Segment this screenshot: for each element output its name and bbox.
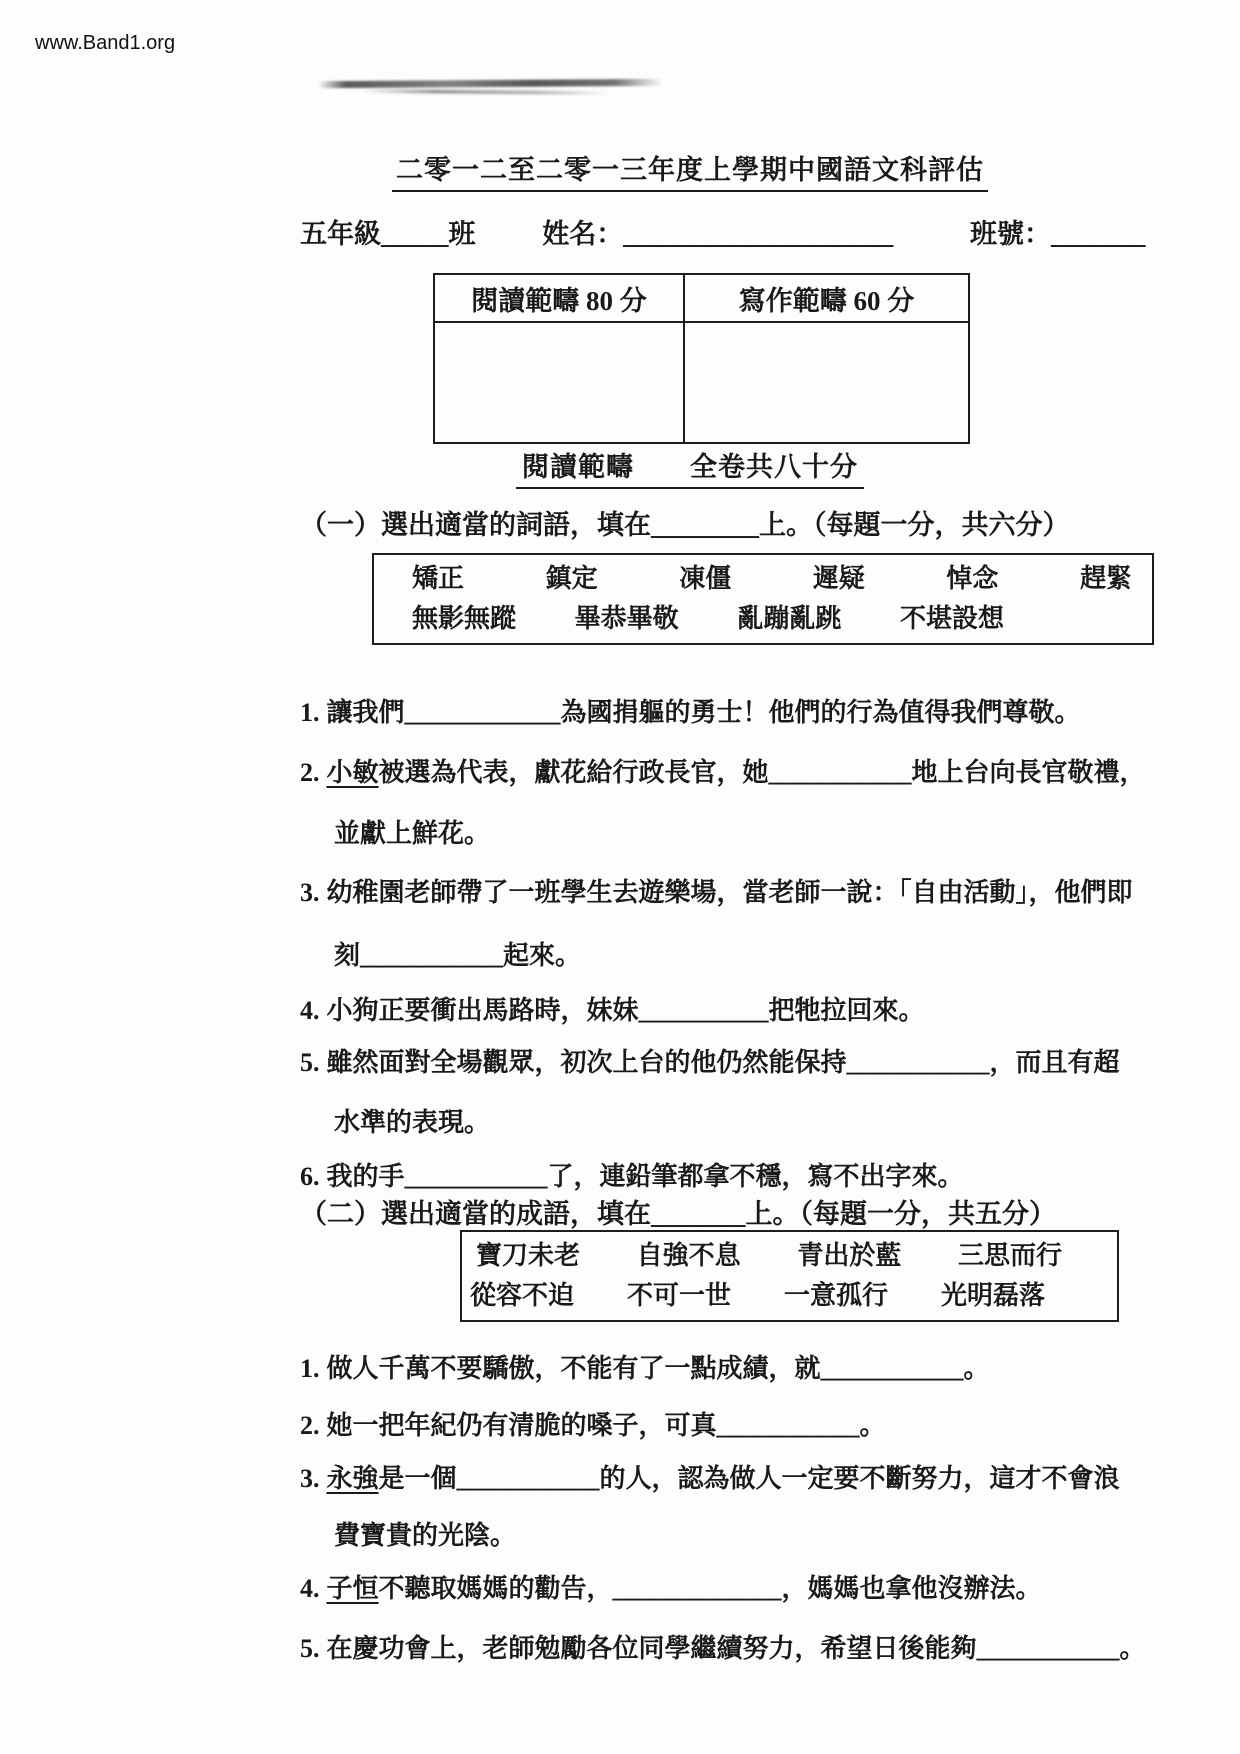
word-bank-item: 趕緊 — [1079, 564, 1132, 593]
class-no-label: 班號： — [970, 219, 1051, 249]
section2-word-bank — [460, 1230, 1119, 1322]
question — [300, 692, 1081, 729]
question-number: 3. — [300, 878, 320, 907]
word-bank-item: 遲疑 — [812, 564, 865, 593]
question — [300, 1156, 964, 1193]
name-blank: ____________________ — [623, 219, 894, 249]
question-text: 雖然面對全場觀眾，初次上台的他仍然能保持___________，而且有超 — [326, 1048, 1120, 1077]
scan-artifact-secondary — [360, 89, 610, 95]
question — [300, 990, 925, 1027]
question-text: 幼稚園老師帶了一班學生去遊樂場，當老師一說：「自由活動」，他們即 — [326, 878, 1133, 907]
score-table-reading-column — [435, 275, 685, 442]
underlined-name: 子恒 — [326, 1574, 379, 1603]
question-text: 被選為代表，獻花給行政長官，她___________地上台向長官敬禮， — [378, 758, 1146, 787]
class-suffix-label: 班 — [448, 219, 476, 249]
question — [300, 1405, 886, 1442]
question-continuation: 水準的表現。 — [334, 1108, 491, 1137]
question-number: 4. — [300, 1574, 320, 1603]
question-number: 2. — [300, 1411, 320, 1440]
section1-heading: （一）選出適當的詞語，填在________上。（每題一分，共六分） — [300, 510, 1070, 540]
question — [300, 1348, 990, 1385]
question-number: 4. — [300, 996, 320, 1025]
word-bank-item: 自強不息 — [636, 1241, 741, 1270]
question — [300, 1042, 1120, 1079]
scan-artifact — [318, 79, 663, 88]
question-number: 1. — [300, 698, 320, 727]
score-table-writing-column — [685, 275, 968, 442]
question — [300, 1628, 1146, 1665]
question-text: 讓我們____________為國捐軀的勇士！他們的行為值得我們尊敬。 — [326, 698, 1081, 727]
name-label: 姓名： — [542, 219, 624, 249]
section2-heading: （二）選出適當的成語，填在_______上。（每題一分，共五分） — [300, 1199, 1056, 1229]
writing-score-cell — [685, 323, 968, 442]
reading-score-cell — [435, 323, 683, 442]
word-bank-item: 悼念 — [946, 564, 999, 593]
banner-container — [300, 445, 1080, 489]
question-text: 在慶功會上，老師勉勵各位同學繼續努力，希望日後能夠___________。 — [326, 1634, 1146, 1663]
student-info-line — [300, 212, 1146, 251]
question-continuation: 並獻上鮮花。 — [334, 819, 491, 848]
writing-score-header: 寫作範疇 60 分 — [685, 275, 968, 323]
section1-word-bank — [372, 553, 1154, 645]
question-continuation: 刻___________起來。 — [334, 941, 582, 970]
word-bank-item: 青出於藍 — [797, 1241, 902, 1270]
question-text: 她一把年紀仍有清脆的嗓子，可真___________。 — [326, 1411, 886, 1440]
score-table — [433, 273, 970, 444]
word-bank-row — [374, 599, 1152, 639]
question-continuation: 費寶貴的光陰。 — [334, 1521, 517, 1550]
question-number: 1. — [300, 1354, 320, 1383]
question — [300, 1458, 1120, 1495]
question-text: 小狗正要衝出馬路時，妹妹__________把牠拉回來。 — [326, 996, 925, 1025]
word-bank-item: 不堪設想 — [899, 604, 1004, 633]
question-number: 6. — [300, 1162, 320, 1191]
question-number: 2. — [300, 758, 320, 787]
question — [300, 752, 1146, 789]
exam-title: 二零一二至二零一三年度上學期中國語文科評估 — [392, 148, 988, 192]
word-bank-item: 一意孤行 — [783, 1281, 888, 1310]
question-text: 是一個___________的人，認為做人一定要不斷努力，這才不會浪 — [378, 1464, 1120, 1493]
reading-section-banner: 閱讀範疇 全卷共八十分 — [516, 445, 864, 489]
title-container — [250, 148, 1130, 192]
word-bank-item: 從容不迫 — [470, 1281, 575, 1310]
underlined-name: 小敏 — [326, 758, 379, 787]
grade-label: 五年級 — [300, 219, 381, 249]
question-number: 5. — [300, 1048, 320, 1077]
word-bank-item: 鎮定 — [545, 564, 598, 593]
word-bank-item: 寶刀未老 — [476, 1241, 581, 1270]
site-watermark: www.Band1.org — [35, 32, 176, 54]
question-text: 做人千萬不要驕傲，不能有了一點成績，就___________。 — [326, 1354, 990, 1383]
word-bank-row — [462, 1276, 1117, 1316]
word-bank-item: 畢恭畢敬 — [574, 604, 679, 633]
word-bank-item: 不可一世 — [626, 1281, 731, 1310]
question — [300, 1568, 1042, 1605]
word-bank-row — [462, 1236, 1117, 1276]
underlined-name: 永強 — [326, 1464, 379, 1493]
word-bank-item: 無影無蹤 — [412, 604, 517, 633]
word-bank-row — [374, 559, 1152, 599]
question-number: 5. — [300, 1634, 320, 1663]
word-bank-item: 三思而行 — [957, 1241, 1062, 1270]
class-no-blank: _______ — [1051, 219, 1146, 249]
grade-class-blank: _____ — [381, 219, 449, 249]
question-text: 我的手___________了，連鉛筆都拿不穩，寫不出字來。 — [326, 1162, 964, 1191]
word-bank-item: 光明磊落 — [940, 1281, 1045, 1310]
word-bank-item: 矯正 — [412, 564, 465, 593]
question-number: 3. — [300, 1464, 320, 1493]
question — [300, 872, 1133, 909]
reading-score-header: 閱讀範疇 80 分 — [435, 275, 683, 323]
word-bank-item: 凍僵 — [679, 564, 732, 593]
question-text: 不聽取媽媽的勸告，_____________，媽媽也拿他沒辦法。 — [378, 1574, 1042, 1603]
word-bank-item: 亂蹦亂跳 — [737, 604, 842, 633]
